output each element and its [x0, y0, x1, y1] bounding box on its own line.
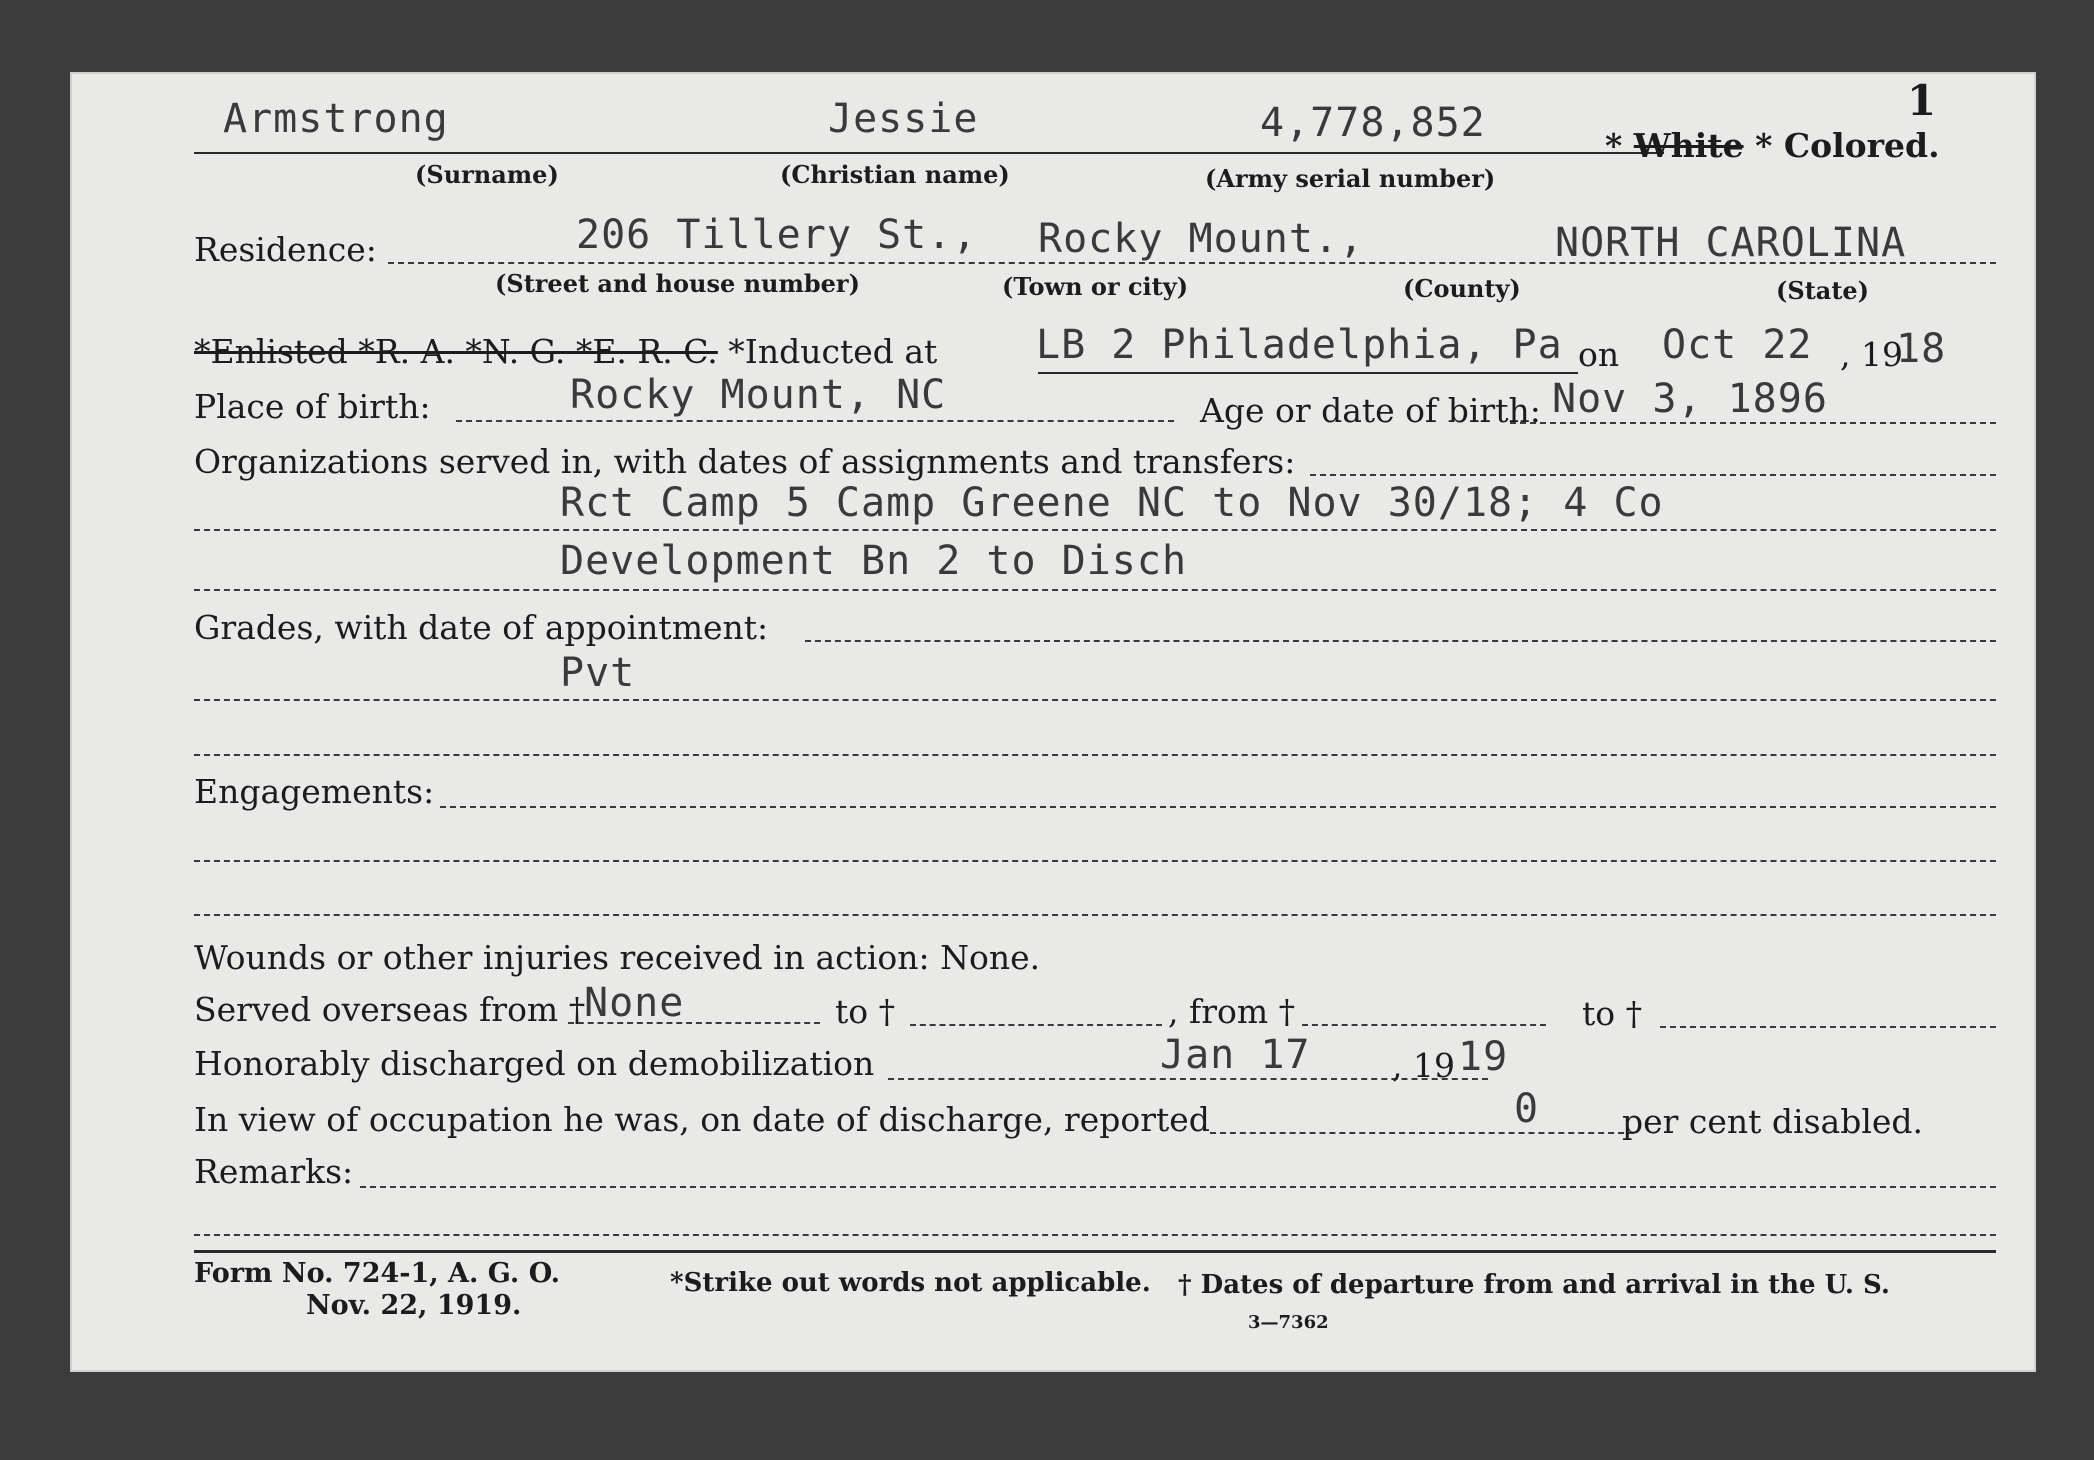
overseas-from2-line [1302, 1024, 1546, 1026]
induction-date-value: Oct 22 [1662, 322, 1813, 368]
organizations-label: Organizations served in, with dates of assignments and transfers: [194, 442, 1296, 481]
birthplace-label: Place of birth: [194, 387, 431, 426]
serial-number-value: 4,778,852 [1260, 100, 1486, 146]
engagements-line-0 [440, 806, 1996, 808]
overseas-to2-line [1660, 1026, 1996, 1028]
grades-value: Pvt [560, 650, 636, 696]
christian-name-caption: (Christian name) [780, 160, 1010, 189]
organizations-line-0 [1310, 474, 1996, 476]
grades-line-2 [194, 754, 1996, 756]
surname-value: Armstrong [223, 96, 449, 142]
dates-note: † Dates of departure from and arrival in the U. S. [1178, 1270, 1890, 1300]
birthdate-value: Nov 3, 1896 [1552, 376, 1828, 422]
engagements-label: Engagements: [194, 772, 435, 811]
form-number: Form No. 724-1, A. G. O. [194, 1258, 561, 1289]
serial-caption: (Army serial number) [1205, 164, 1496, 193]
remarks-label: Remarks: [194, 1152, 354, 1191]
organizations-line-2 [194, 589, 1996, 591]
residence-street-value: 206 Tillery St., [576, 212, 978, 258]
service-card [70, 72, 2036, 1372]
christian-name-value: Jessie [828, 96, 979, 142]
organizations-value-1: Rct Camp 5 Camp Greene NC to Nov 30/18; 4 Co [560, 480, 1664, 526]
remarks-line-0 [360, 1186, 1996, 1188]
footer-rule [194, 1250, 1996, 1253]
wounds-label: Wounds or other injuries received in action: None. [194, 938, 1041, 977]
overseas-to2-label: to † [1582, 994, 1643, 1033]
birthdate-label: Age or date of birth: [1200, 391, 1541, 430]
discharge-year-prefix: , 19 [1392, 1046, 1455, 1085]
overseas-to-label: to † [835, 992, 896, 1031]
enlistment-options: *Enlisted *R. A. *N. G. *E. R. C. *Inducted at [194, 332, 938, 371]
discharge-label: Honorably discharged on demobilization [194, 1044, 875, 1083]
birthplace-line [456, 420, 1174, 422]
state-caption: (State) [1776, 276, 1870, 305]
discharge-year-value: 19 [1458, 1034, 1509, 1080]
strike-note: *Strike out words not applicable. [670, 1268, 1151, 1298]
engagements-line-2 [194, 914, 1996, 916]
engagements-line-1 [194, 860, 1996, 862]
birthdate-line [1510, 422, 1996, 424]
race-options: * White * Colored. [1605, 126, 1940, 165]
print-code: 3—7362 [1248, 1312, 1329, 1333]
organizations-line-1 [194, 529, 1996, 531]
remarks-line-1 [194, 1234, 1996, 1236]
overseas-from-value: None [584, 980, 685, 1026]
form-date: Nov. 22, 1919. [306, 1290, 522, 1321]
residence-state-value: NORTH CAROLINA [1555, 220, 1907, 266]
induction-on-label: on [1578, 335, 1620, 374]
organizations-value-2: Development Bn 2 to Disch [560, 538, 1188, 584]
disability-line [1210, 1132, 1634, 1134]
grades-line-1 [194, 699, 1996, 701]
grades-label: Grades, with date of appointment: [194, 608, 769, 647]
card-number: 1 [1907, 76, 1937, 125]
residence-town-value: Rocky Mount., [1038, 216, 1365, 262]
birthplace-value: Rocky Mount, NC [570, 372, 947, 418]
surname-caption: (Surname) [415, 160, 559, 189]
county-caption: (County) [1403, 274, 1521, 303]
disability-label: In view of occupation he was, on date of discharge, reported [194, 1100, 1210, 1139]
induction-year-prefix: , 19 [1840, 335, 1903, 374]
town-caption: (Town or city) [1002, 272, 1189, 301]
disability-value: 0 [1514, 1086, 1540, 1132]
name-line [194, 152, 1664, 154]
wounds-value: None. [940, 938, 1041, 977]
induction-place-value: LB 2 Philadelphia, Pa [1036, 322, 1563, 368]
residence-label: Residence: [194, 230, 377, 269]
overseas-from2-label: , from † [1168, 992, 1296, 1031]
induction-year-value: 18 [1896, 326, 1947, 372]
street-caption: (Street and house number) [495, 269, 860, 298]
grades-line-0 [805, 640, 1996, 642]
overseas-from-label: Served overseas from † [194, 990, 586, 1029]
disability-suffix: per cent disabled. [1622, 1102, 1924, 1141]
overseas-to-line [910, 1024, 1162, 1026]
discharge-date-value: Jan 17 [1160, 1032, 1311, 1078]
induction-place-line [1038, 372, 1578, 374]
